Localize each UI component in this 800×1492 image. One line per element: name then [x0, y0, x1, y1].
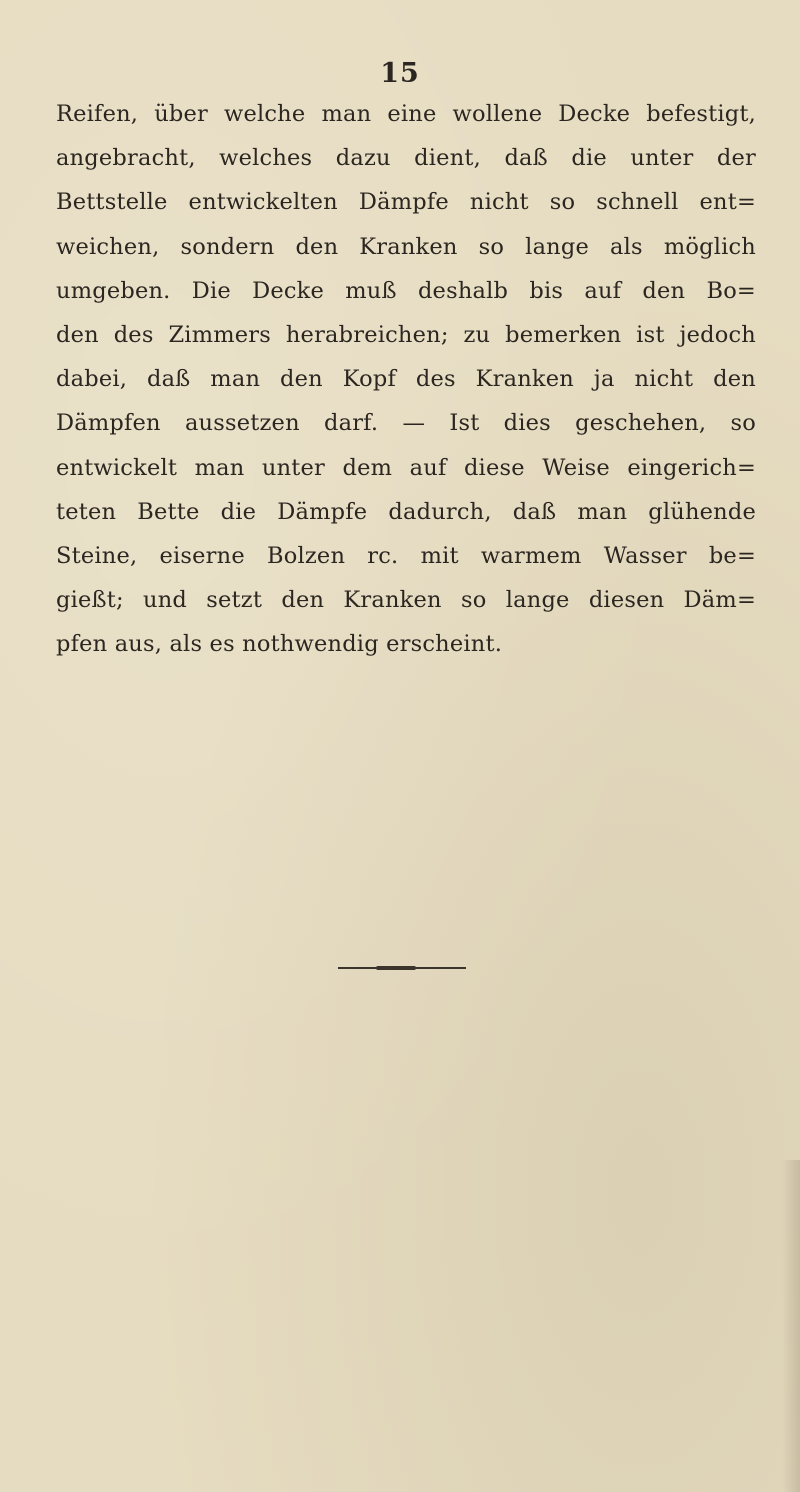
text-line: entwickelt man unter dem auf diese Weise eingerich= [56, 454, 756, 481]
page-number: 15 [380, 58, 420, 89]
page-edge-shadow [782, 1160, 800, 1492]
section-divider-rule [338, 967, 466, 969]
text-line-last: pfen aus, als es nothwendig erscheint. [56, 631, 503, 658]
text-line: angebracht, welches dazu dient, daß die unter der [56, 145, 756, 172]
text-line: Bettstelle entwickelten Dämpfe nicht so schnell ent= [56, 189, 756, 216]
text-line: Dämpfen aussetzen darf. — Ist dies geschehen, so [56, 410, 756, 437]
text-line: Reifen, über welche man eine wollene Decke befestigt, [56, 101, 756, 127]
body-paragraph [56, 92, 756, 667]
text-line: Steine, eiserne Bolzen rc. mit warmem Wasser be= [56, 543, 756, 570]
text-line: gießt; und setzt den Kranken so lange diesen Däm= [56, 587, 756, 614]
text-line: den des Zimmers herabreichen; zu bemerken ist jedoch [56, 322, 756, 349]
text-line: teten Bette die Dämpfe dadurch, daß man glühende [56, 498, 756, 525]
text-line: dabei, daß man den Kopf des Kranken ja nicht den [56, 366, 756, 393]
text-line: weichen, sondern den Kranken so lange als möglich [56, 233, 756, 260]
text-line: umgeben. Die Decke muß deshalb bis auf den Bo= [56, 277, 756, 304]
